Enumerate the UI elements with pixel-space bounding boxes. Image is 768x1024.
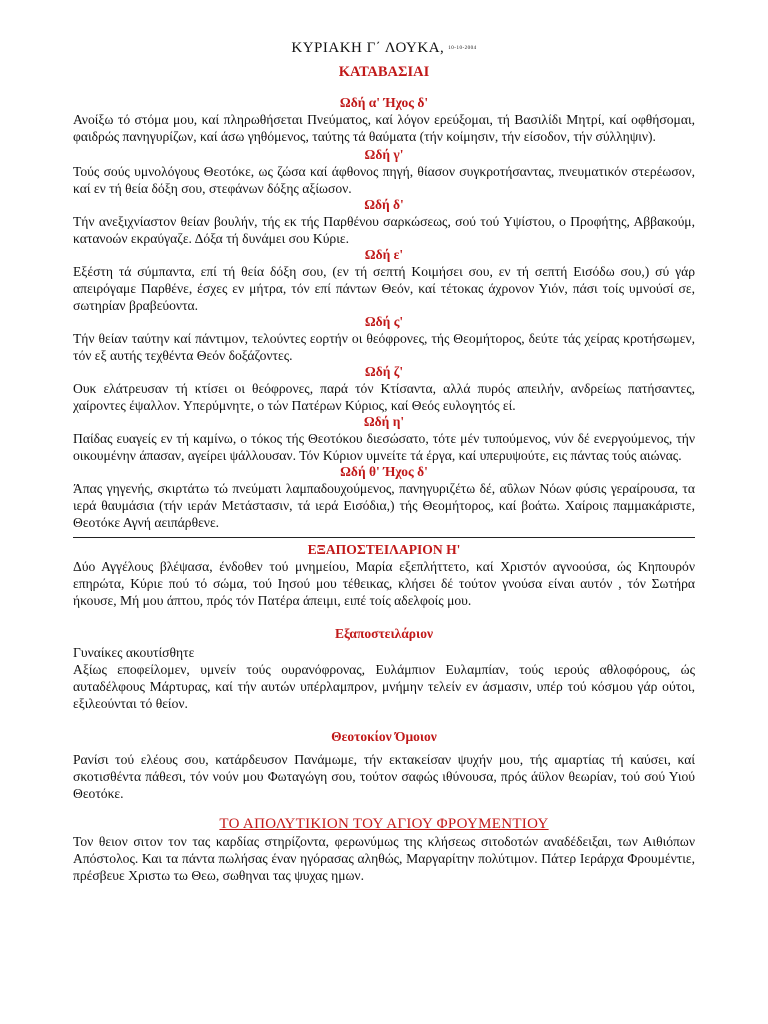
ode-9 (73, 464, 695, 531)
ode-text: Τούς σούς υμνολόγους Θεοτόκε, ως ζώσα καί άφθονος πηγή, θίασον συγκροτήσαντας, πνευματικόν στερέωσον, καί εν τή θεία δόξη σου, στεφάνων δόξης αξίωσον. (73, 164, 695, 196)
theotokion-section (73, 729, 695, 802)
ode-text: Παίδας ευαγείς εν τή καμίνω, ο τόκος τής Θεοτόκου διεσώσατο, τότε μέν τυπούμενος, νύν δέ ενεργούμενος, τήν οικουμένην άπασαν, αγείρει ψάλλουσαν. Τόν Κύριον υμνείτε τά έργα, καί υπερυψούτε, εις πάντας τούς αιώνας. (73, 431, 695, 463)
ode-heading: Ωδή ς' (364, 314, 404, 329)
ode-7 (73, 364, 695, 414)
ode-6 (73, 314, 695, 364)
exaposteilarion2-heading: Εξαποστειλάριον (334, 626, 433, 641)
document-page (73, 40, 695, 884)
divider (73, 537, 695, 538)
ode-heading: Ωδή δ' (364, 197, 404, 212)
exaposteilarion-text: Δύο Αγγέλους βλέψασα, ένδοθεν τού μνημείου, Μαρία εξεπλήττετο, καί Χριστόν αγνοούσα, ώς Κηπουρόν επηρώτα, Κύριε πού τό σώμα, τού Ιησού μου τέθεικας, κλήσει δέ τούτον γνούσα είναι αυτόν , τόν Σωτήρα ήκουσε, Μή μου άπτου, πρός τόν Πατέρα άπειμι, ειπέ τοίς αδελφοίς μου. (73, 559, 695, 608)
exaposteilarion2-intro: Γυναίκες ακουτίσθητε (73, 645, 195, 660)
theotokion-heading: Θεοτοκίον Όμοιον (331, 729, 437, 744)
apolytikion-section (73, 816, 695, 884)
ode-heading: Ωδή ζ' (364, 364, 404, 379)
ode-text: Άπας γηγενής, σκιρτάτω τώ πνεύματι λαμπαδουχούμενος, πανηγυριζέτω δέ, αΰλων Νόων φύσις γεραίρουσα, τα ιερά θαυμάσια (τήν ιεράν Μετάστασιν, τά ιερά Εισόδια,) τής Θεομήτορος, καί βοάτω. Χαίροις παμμακάριστε, Θεοτόκε Αγνή αειπάρθενε. (73, 481, 695, 530)
ode-5 (73, 247, 695, 314)
ode-4 (73, 197, 695, 247)
ode-8 (73, 414, 695, 464)
ode-3 (73, 147, 695, 197)
exaposteilarion-section (73, 542, 695, 609)
ode-heading: Ωδή η' (363, 414, 405, 429)
exaposteilarion2-text: Αξίως εποφείλομεν, υμνείν τούς ουρανόφρονας, Ευλάμπιον Ευλαμπίαν, τούς ιερούς αθλοφόρους, ώς αυταδέλφους Μάρτυρας, καί τήν αυτών υπέρλαμπρον, μνήμην τελείν εν άσμασιν, υπέρ τού κόσμου γάρ ούτοι, εξιλεούνται τό θείον. (73, 662, 695, 711)
ode-text: Ανοίξω τό στόμα μου, καί πληρωθήσεται Πνεύματος, καί λόγον ερεύξομαι, τή Βασιλίδι Μητρί, καί οφθήσομαι, φαιδρώς πανηγυρίζων, καί άσω γηθόμενος, ταύτης τά θαύματα (τήν κοίμησιν, τήν είσοδον, τήν σύλληψιν). (73, 112, 695, 144)
page-title (73, 40, 695, 60)
apolytikion-heading: ΤΟ ΑΠΟΛΥΤΙΚΙΟΝ ΤΟΥ ΑΓΙΟΥ ΦΡΟΥΜΕΝΤΙΟΥ (219, 816, 549, 832)
theotokion-text: Ρανίσι τού ελέους σου, κατάρδευσον Πανάμωμε, τήν εκτακείσαν ψυχήν μου, τής αμαρτίας τή καύσει, καί σκοτισθέντα πάθεσι, τόν νούν μου Φωταγώγη σου, τούτον σαφώς ιθύνουσα, πρός άϋλον θεωρίαν, τού σού Υιού Θεοτόκε. (73, 752, 695, 801)
ode-text: Ουκ ελάτρευσαν τή κτίσει οι θεόφρονες, παρά τόν Κτίσαντα, αλλά πυρός απειλήν, ανδρείως πατήσαντες, χαίροντες έψαλλον. Υπερύμνητε, ο τών Πατέρων Κύριος, καί Θεός ευλογητός εί. (73, 381, 695, 413)
ode-heading: Ωδή γ' (364, 147, 404, 162)
exaposteilarion-heading: ΕΞΑΠΟΣΤΕΙΛΑΡΙΟΝ Η' (307, 542, 461, 557)
ode-text: Τήν ανεξιχνίαστον θείαν βουλήν, τής εκ τής Παρθένου σαρκώσεως, σού τού Υψίστου, ο Προφήτης, Αββακούμ, κατανοών εκραύγαζε. Δόξα τή δυνάμει σου Κύριε. (73, 214, 695, 246)
ode-text: Εξέστη τά σύμπαντα, επί τή θεία δόξη σου, (εν τή σεπτή Κοιμήσει σου, εν τή σεπτή Εισόδω σου,) σύ γάρ απειρόγαμε Παρθένε, έσχες εν μήτρα, τόν επί πάντων Θεόν, καί τέτοκας άχρονον Υιόν, πάσι τοίς υμνούσί σε, σωτηρίαν βραβεύοντα. (73, 264, 695, 313)
ode-1 (73, 95, 695, 145)
ode-heading: Ωδή ε' (364, 247, 404, 262)
ode-text: Τήν θείαν ταύτην καί πάντιμον, τελούντες εορτήν οι θεόφρονες, τής Θεομήτορος, δεύτε τάς χείρας κροτήσωμεν, τόν εξ αυτής τεχθέντα Θεόν δοξάζοντες. (73, 331, 695, 363)
ode-heading: Ωδή θ' Ήχος δ' (340, 464, 428, 479)
section-heading-katavasiai: ΚΑΤΑΒΑΣΙΑΙ (338, 64, 430, 80)
ode-heading: Ωδή α' Ήχος δ' (339, 95, 429, 110)
exaposteilarion2-section (73, 626, 695, 712)
date-text: 10-10-2004 (448, 46, 477, 52)
title-text: ΚΥΡΙΑΚΗ Γ΄ ΛΟΥΚΑ, (291, 40, 445, 56)
apolytikion-text: Τον θειον σιτον τον τας καρδίας στηρίζοντα, φερωνύμως της κλήσεως σιτοδοτών αναδέδειξαι, των Αιθιόπων Απόστολος. Και τα πάντα πωλήσας έναν ηγόρασας αληθώς, Μαργαρίτην πολύτιμον. Πάτερ Ιεράρχα Φρουμέντιε, πρέσβευε Χριστω τω Θεω, σωθηναι τας ψυχας ημων. (73, 834, 695, 883)
